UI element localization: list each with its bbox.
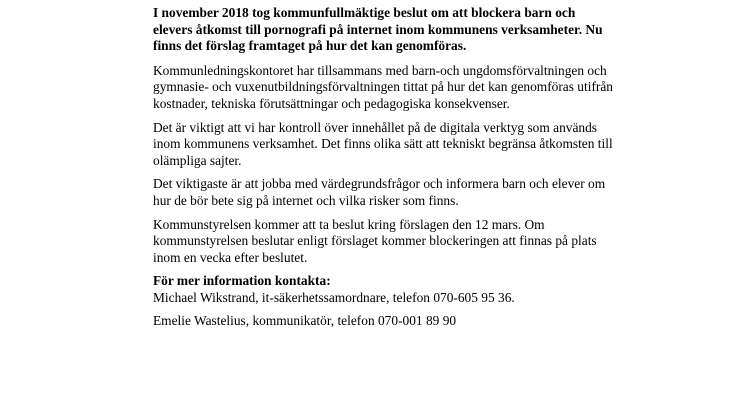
press-release-body bbox=[153, 5, 618, 336]
body-paragraph-1: Kommunledningskontoret har tillsammans med barn-och ungdomsförvaltningen och gymnasie- och vuxenutbildningsförvaltningen tittat på hur det kan genomföras utifrån kostnader, tekniska förutsättningar och pedagogiska konsekvenser. bbox=[153, 62, 614, 111]
body-paragraph-4: Kommunstyrelsen kommer att ta beslut kring förslagen den 12 mars. Om kommunstyrelsen beslutar enligt förslaget kommer blockeringen att finnas på plats inom en vecka efter beslutet. bbox=[153, 216, 597, 265]
lead-paragraph: I november 2018 tog kommunfullmäktige beslut om att blockera barn och elevers åtkomst till pornografi på internet inom kommunens verksamheter. Nu finns det förslag framtaget på hur det kan genomföras. bbox=[153, 5, 603, 54]
contact-block bbox=[153, 273, 618, 306]
contact-heading: För mer information kontakta: bbox=[153, 273, 331, 289]
contact-person-1: Michael Wikstrand, it-säkerhetssamordnare, telefon 070-605 95 36. bbox=[153, 289, 515, 305]
body-paragraph-3: Det viktigaste är att jobba med värdegrundsfrågor och informera barn och elever om hur de bör bete sig på internet och vilka risker som finns. bbox=[153, 176, 606, 208]
body-paragraph-2: Det är viktigt att vi har kontroll över innehållet på de digitala verktyg som används inom kommunens verksamhet. Det finns olika sätt att tekniskt begränsa åtkomsten till olämpliga sajter. bbox=[153, 119, 613, 168]
contact-person-2: Emelie Wastelius, kommunikatör, telefon 070-001 89 90 bbox=[153, 312, 457, 328]
